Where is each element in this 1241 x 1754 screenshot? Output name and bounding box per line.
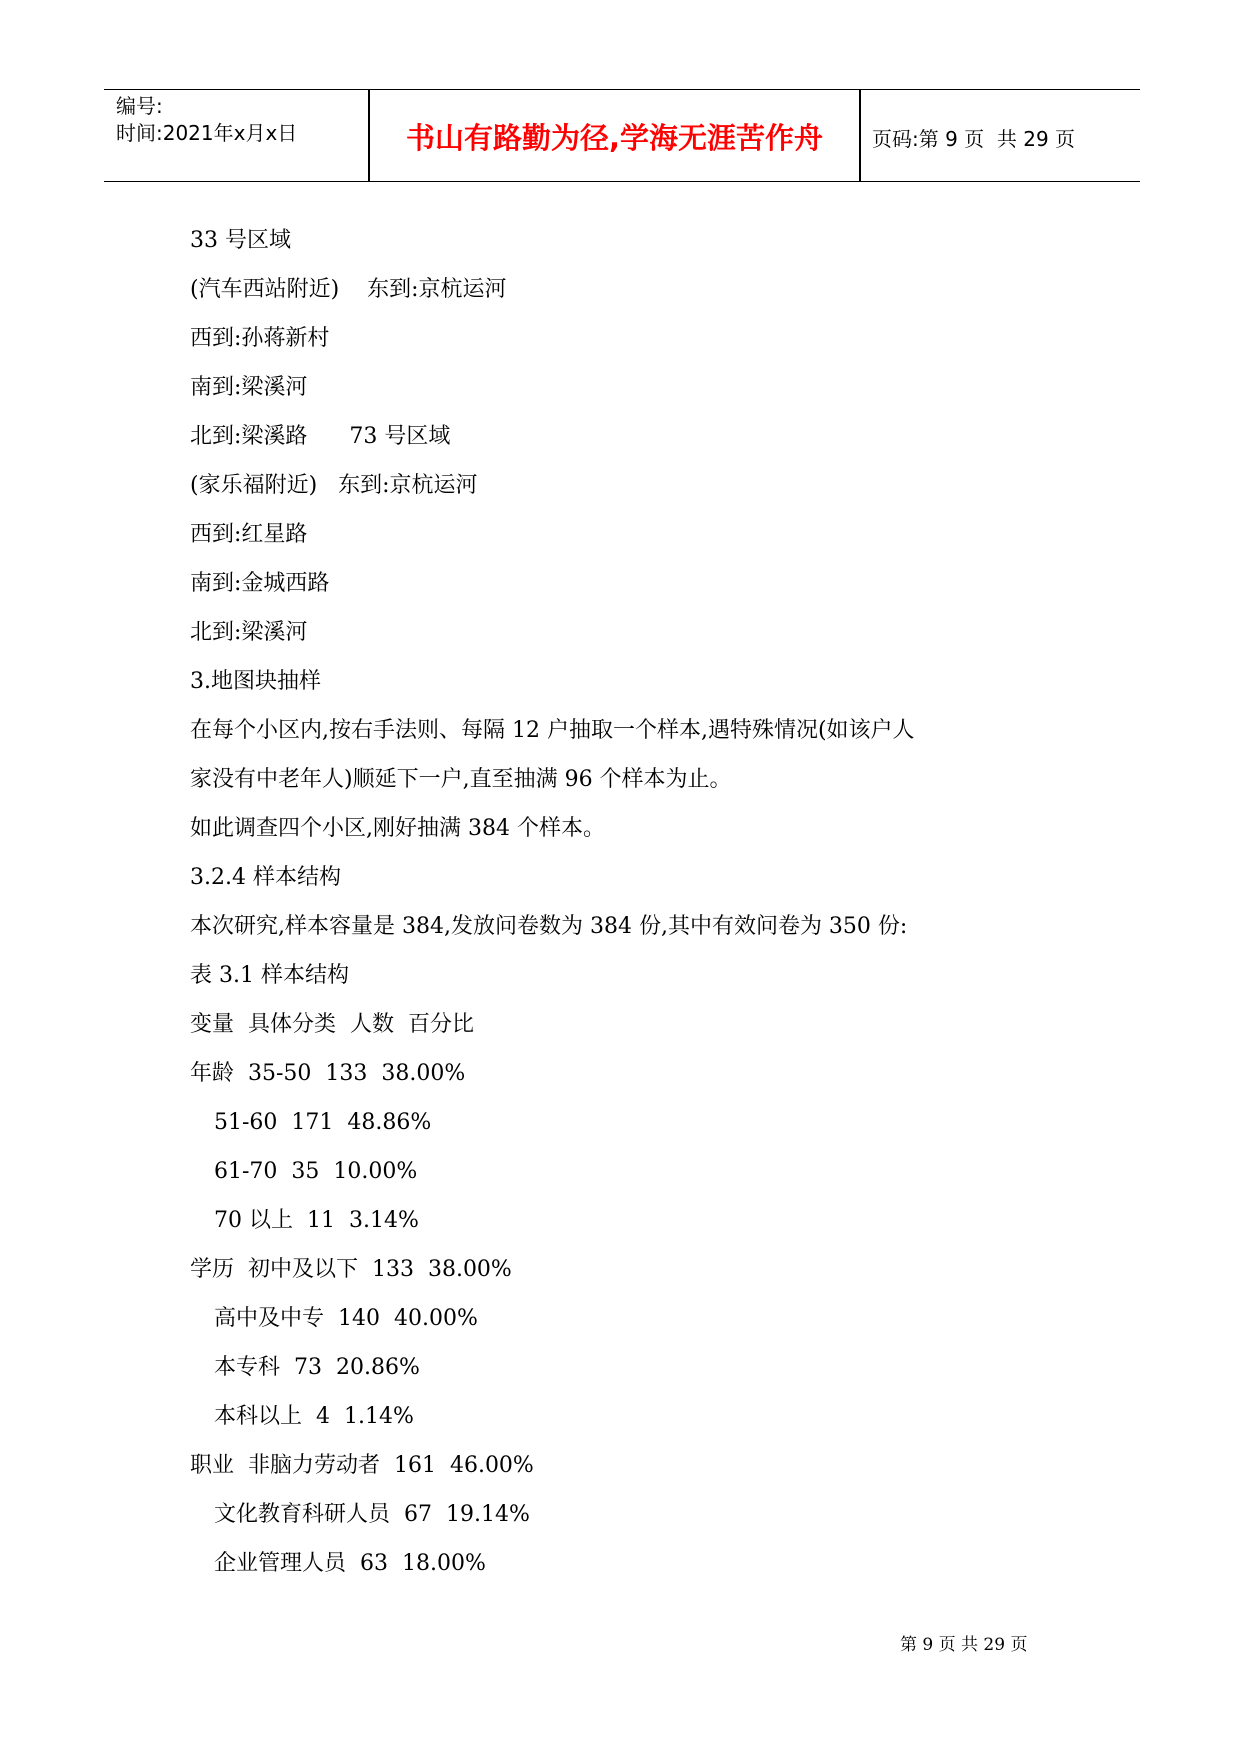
table-row: 本专科 73 20.86%	[214, 1355, 420, 1380]
header-meta	[116, 90, 366, 181]
body-line: (家乐福附近) 东到:京杭运河	[190, 473, 478, 498]
table-row: 职业 非脑力劳动者 161 46.00%	[190, 1453, 534, 1478]
table-row: 企业管理人员 63 18.00%	[214, 1551, 486, 1576]
table-caption: 表 3.1 样本结构	[190, 963, 349, 988]
section-heading: 3.2.4 样本结构	[190, 865, 341, 890]
table-row: 61-70 35 10.00%	[214, 1159, 418, 1184]
header-motto: 书山有路勤为径,学海无涯苦作舟	[405, 121, 824, 155]
body-line: 南到:梁溪河	[190, 375, 308, 400]
table-row: 高中及中专 140 40.00%	[214, 1306, 478, 1331]
body-line: 西到:红星路	[190, 522, 308, 547]
document-body	[190, 216, 1090, 1588]
body-line: 北到:梁溪河	[190, 620, 308, 645]
table-row: 学历 初中及以下 133 38.00%	[190, 1257, 512, 1282]
table-row: 70 以上 11 3.14%	[214, 1208, 419, 1233]
body-line: 南到:金城西路	[190, 571, 330, 596]
header-page-info-text: 页码:第 9 页 共 29 页	[872, 126, 1076, 151]
header-page-info	[872, 90, 1075, 181]
body-line: (汽车西站附近) 东到:京杭运河	[190, 277, 507, 302]
table-header-row: 变量 具体分类 人数 百分比	[190, 1012, 474, 1037]
section-heading: 3.地图块抽样	[190, 669, 321, 694]
table-row: 51-60 171 48.86%	[214, 1110, 432, 1135]
page-header	[104, 89, 1140, 182]
number-label: 编号:	[116, 94, 163, 118]
table-row: 本科以上 4 1.14%	[214, 1404, 414, 1429]
page-footer: 第 9 页 共 29 页	[900, 1635, 1028, 1655]
table-row: 文化教育科研人员 67 19.14%	[214, 1502, 530, 1527]
body-line: 家没有中老年人)顺延下一户,直至抽满 96 个样本为止。	[190, 767, 732, 792]
body-line: 西到:孙蒋新村	[190, 326, 330, 351]
body-line: 33 号区域	[190, 228, 291, 253]
header-divider-right	[859, 90, 861, 181]
body-line: 本次研究,样本容量是 384,发放问卷数为 384 份,其中有效问卷为 350 份:	[190, 914, 908, 939]
time-label: 时间:2021年x月x日	[116, 121, 298, 145]
table-row: 年龄 35-50 133 38.00%	[190, 1061, 466, 1086]
body-line: 北到:梁溪路 73 号区域	[190, 424, 451, 449]
body-line: 如此调查四个小区,刚好抽满 384 个样本。	[190, 816, 605, 841]
body-line: 在每个小区内,按右手法则、每隔 12 户抽取一个样本,遇特殊情况(如该户人	[190, 718, 915, 743]
